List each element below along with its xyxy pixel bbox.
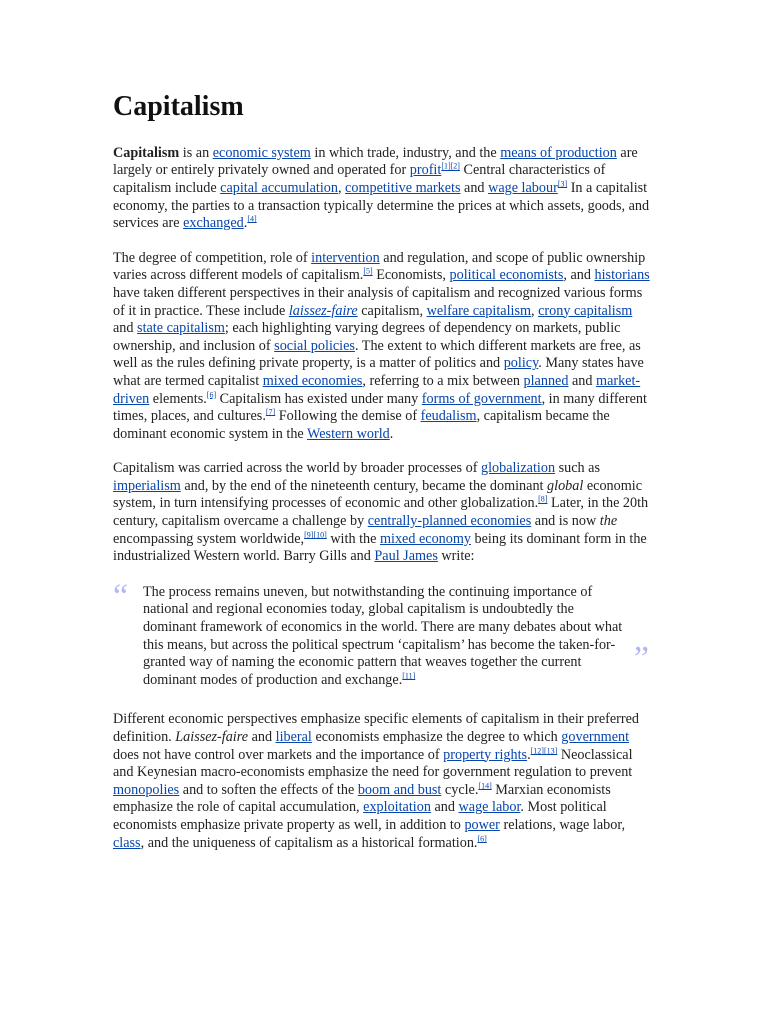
text: , <box>531 302 539 319</box>
text: . The extent to which different markets are free, as well as the rules defining private property, is a matter of politics and <box>113 337 641 372</box>
quote-text: The process remains uneven, but notwithstanding the continuing importance of national and regional economies today, global capitalism is undoubtedly the dominant framework of economics in the world. There are many debates about what this means, but across the political spectrum ‘capitalism’ has become the taken-for-granted way of naming the economic pattern that weaves together the current dominant modes of production and exchange. <box>143 583 623 688</box>
text: Central characteristics of capitalism include <box>113 162 606 196</box>
link-state-capitalism[interactable]: state capitalism <box>137 320 225 337</box>
text: and <box>113 320 138 337</box>
ref-6-b[interactable]: [6] <box>477 833 487 843</box>
link-social-policies[interactable]: social policies <box>274 337 355 354</box>
text: Marxian economists emphasize the role of capital accumulation, <box>113 781 611 816</box>
ref-7[interactable]: [7] <box>265 407 276 417</box>
text: Following the demise of <box>275 408 421 425</box>
link-welfare-capitalism[interactable]: welfare capitalism <box>426 302 532 319</box>
text: and is now <box>531 513 600 530</box>
text: encompassing system worldwide, <box>113 530 305 547</box>
link-wage-labor[interactable]: wage labor <box>458 799 521 816</box>
link-market-driven[interactable]: market-driven <box>113 372 641 407</box>
text: In a capitalist economy, the parties to a transaction typically determine the prices at which assets, goods, and services are <box>113 179 650 232</box>
text: and <box>460 179 489 196</box>
link-exchanged[interactable]: exchanged <box>183 215 244 232</box>
text: and, by the end of the nineteenth century, became the dominant <box>180 477 548 494</box>
text: is an <box>179 144 213 161</box>
link-policy[interactable]: policy <box>503 355 539 372</box>
link-intervention[interactable]: intervention <box>311 249 380 266</box>
text: being its dominant form in the industrialized Western world. Barry Gills and <box>113 530 647 565</box>
paragraph-4 <box>113 711 653 852</box>
article-body <box>113 92 653 869</box>
text: Capitalism has existed under many <box>216 390 422 407</box>
text: and <box>430 799 459 816</box>
link-planned[interactable]: planned <box>523 372 569 389</box>
text: write: <box>437 548 475 565</box>
link-political-economists[interactable]: political economists <box>449 267 564 284</box>
text: , and the uniqueness of capitalism as a historical formation. <box>140 834 478 851</box>
link-forms-of-government[interactable]: forms of government <box>421 390 542 407</box>
text: Economists, <box>372 267 450 284</box>
ref-9-10[interactable]: [9][10] <box>304 529 327 539</box>
text: . <box>389 425 394 442</box>
ref-8[interactable]: [8] <box>538 494 548 504</box>
text: cycle. <box>441 781 479 798</box>
ref-6[interactable]: [6] <box>206 389 217 399</box>
text: , referring to a mix between <box>362 372 524 389</box>
text: Neoclassical and Keynesian macro-economists emphasize the need for government regulation to prevent <box>113 746 633 781</box>
text: economists emphasize the degree to which <box>311 729 562 746</box>
text: are largely or entirely privately owned and operated for <box>113 144 638 179</box>
close-quote-mark: ” <box>633 639 649 677</box>
link-government[interactable]: government <box>561 729 630 746</box>
text: ; each highlighting varying degrees of dependency on markets, public ownership, and inclusion of <box>113 320 621 354</box>
ref-4[interactable]: [4] <box>247 214 257 224</box>
text: . Most political economists emphasize private property as well, in addition to <box>113 799 607 833</box>
link-exploitation[interactable]: exploitation <box>363 799 431 816</box>
text: , in many different times, places, and cultures. <box>113 390 647 425</box>
text: . Many states have what are termed capitalist <box>113 355 644 389</box>
article-title: Capitalism <box>113 91 244 122</box>
ref-3[interactable]: [3] <box>557 179 568 189</box>
text: economic system, in turn intensifying processes of economic and other globalization. <box>113 477 642 512</box>
text: , capitalism became the dominant economic system in the <box>113 408 610 442</box>
text: The degree of competition, role of <box>113 249 312 266</box>
link-liberal[interactable]: liberal <box>275 729 312 746</box>
link-monopolies[interactable]: monopolies <box>113 781 180 798</box>
link-laissez-faire[interactable] <box>289 303 358 319</box>
link-power[interactable]: power <box>464 816 500 833</box>
paragraph-2 <box>113 250 653 444</box>
ref-14[interactable]: [14] <box>478 781 492 791</box>
bold-term: Capitalism <box>113 144 180 161</box>
link-capital-accumulation[interactable]: capital accumulation <box>220 179 338 196</box>
text: Capitalism was carried across the world by broader processes of <box>113 460 481 477</box>
link-means-of-production[interactable]: means of production <box>500 144 617 161</box>
blockquote <box>113 577 649 690</box>
paragraph-3 <box>113 460 653 566</box>
text: elements. <box>149 390 207 407</box>
text: and <box>248 729 276 746</box>
link-property-rights[interactable]: property rights <box>443 746 528 763</box>
text: and to soften the effects of the <box>179 781 358 798</box>
text: have taken different perspectives in their analysis of capitalism and recognized various forms of it in practice. These include <box>113 284 643 319</box>
text: Later, in the 20th century, capitalism overcame a challenge by <box>113 495 649 530</box>
link-profit[interactable]: profit <box>409 162 442 179</box>
ref-11[interactable]: [11] <box>402 671 416 681</box>
link-crony-capitalism[interactable]: crony capitalism <box>538 302 633 319</box>
text: such as <box>555 460 600 477</box>
link-imperialism[interactable]: imperialism <box>113 477 181 494</box>
ref-5[interactable]: [5] <box>363 266 373 276</box>
link-globalization[interactable]: globalization <box>480 460 556 477</box>
italic-global: global <box>547 477 584 494</box>
link-mixed-economies[interactable]: mixed economies <box>262 372 363 389</box>
text: relations, wage labor, <box>499 816 626 833</box>
text: capitalism, <box>357 302 427 319</box>
text: . <box>527 746 531 763</box>
text: . <box>243 215 248 232</box>
ref-1-2[interactable]: [1][2] <box>441 161 460 171</box>
text: in which trade, industry, and the <box>310 144 501 161</box>
link-boom-and-bust[interactable]: boom and bust <box>357 781 442 798</box>
text: and <box>568 372 597 389</box>
link-class[interactable]: class <box>113 834 141 851</box>
link-laissez-faire-text: laissez-faire <box>288 302 358 319</box>
paragraph-1 <box>113 145 653 233</box>
text: , <box>337 179 346 196</box>
link-paul-james[interactable]: Paul James <box>374 548 438 565</box>
link-centrally-planned-economies[interactable]: centrally-planned economies <box>367 513 532 530</box>
text: Different economic perspectives emphasize specific elements of capitalism in their preferred definition. <box>113 711 640 746</box>
ref-12-13[interactable]: [12][13] <box>530 745 558 755</box>
link-economic-system[interactable]: economic system <box>212 144 311 161</box>
open-quote-mark: “ <box>113 577 129 615</box>
text: and regulation, and scope of public ownership varies across different models of capitalism. <box>113 249 646 284</box>
text: , and <box>563 267 595 284</box>
link-wage-labour[interactable]: wage labour <box>488 179 558 196</box>
italic-laissez-faire: Laissez-faire <box>175 729 249 746</box>
text: does not have control over markets and the importance of <box>113 746 444 763</box>
link-competitive-markets[interactable]: competitive markets <box>345 179 461 196</box>
link-historians[interactable]: historians <box>594 267 650 284</box>
text: with the <box>326 530 380 547</box>
link-mixed-economy[interactable]: mixed economy <box>379 530 471 547</box>
italic-the: the <box>599 513 618 530</box>
link-feudalism[interactable]: feudalism <box>420 408 477 425</box>
link-western-world[interactable]: Western world <box>307 425 390 442</box>
